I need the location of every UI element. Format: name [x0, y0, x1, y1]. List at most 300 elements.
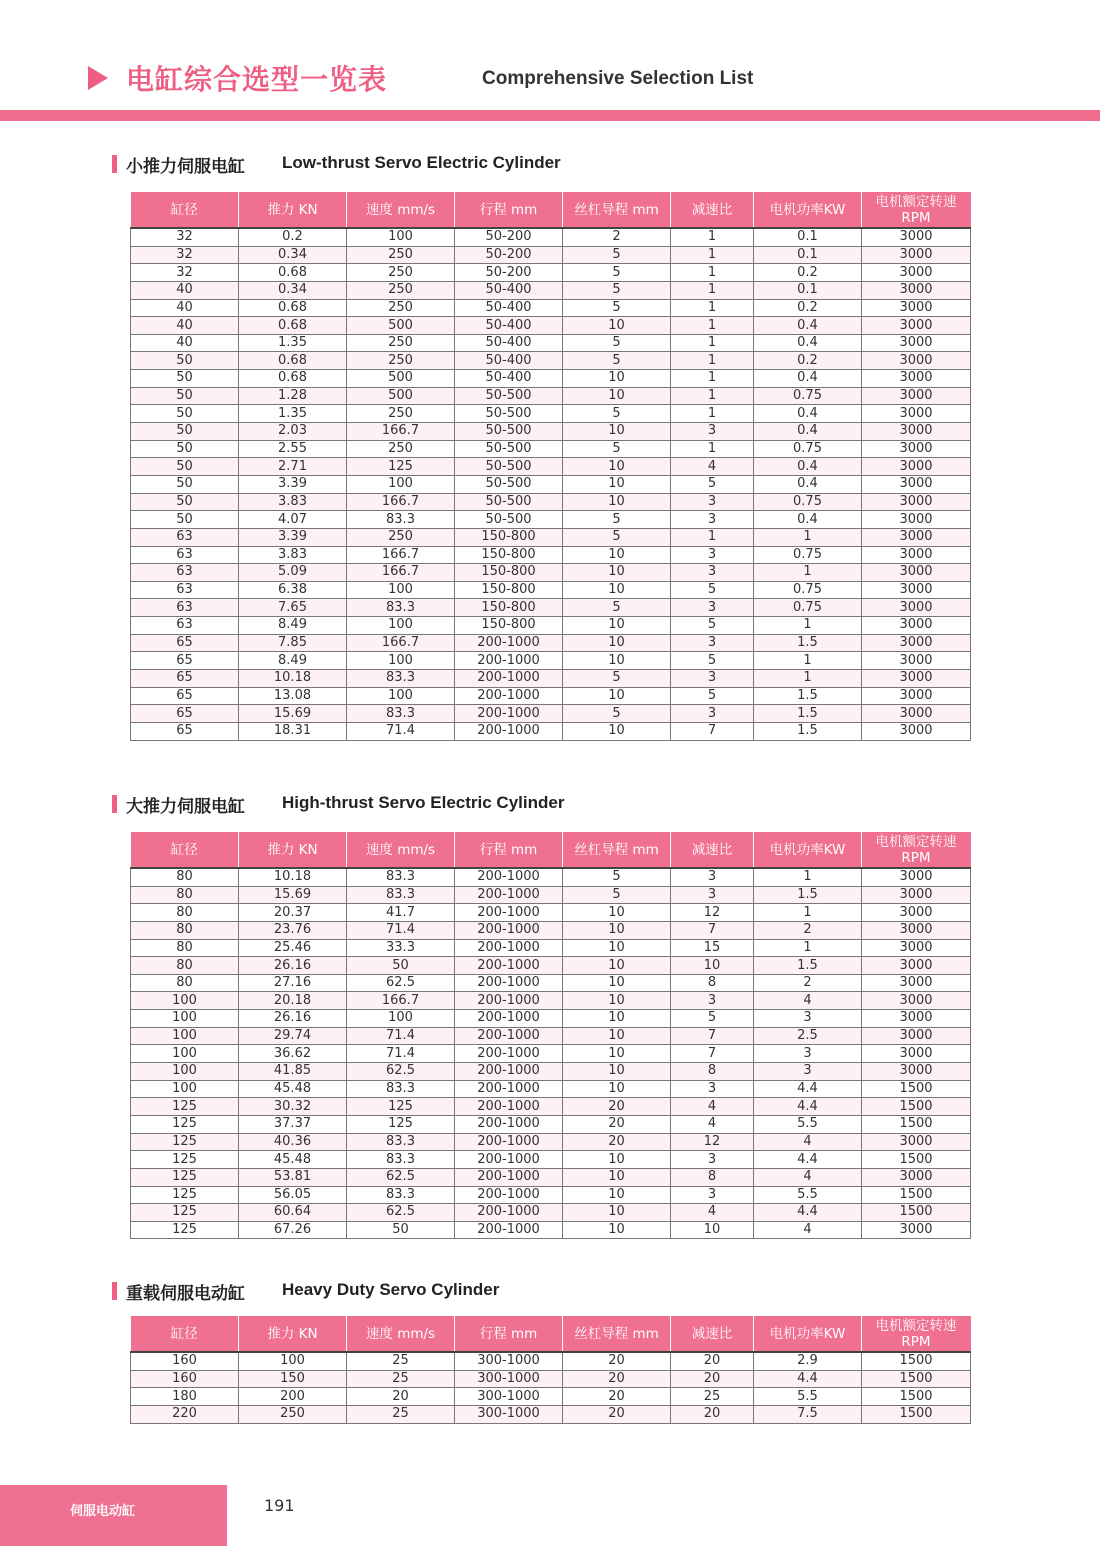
- table-row: [131, 1168, 971, 1186]
- section-title-cn: 重载伺服电动缸: [126, 1284, 245, 1304]
- table-row: [131, 423, 971, 441]
- table-cell: 50: [131, 352, 239, 370]
- column-header: 速度 mm/s: [347, 832, 455, 868]
- table-row: [131, 670, 971, 688]
- table-cell: 200-1000: [455, 1221, 563, 1239]
- table-cell: 250: [347, 440, 455, 458]
- table-cell: 5: [563, 299, 671, 317]
- table-cell: 15: [671, 939, 754, 957]
- table-cell: 10: [671, 957, 754, 975]
- table-cell: 62.5: [347, 1063, 455, 1081]
- table-cell: 10: [563, 634, 671, 652]
- table-cell: 200-1000: [455, 1080, 563, 1098]
- table-cell: 125: [131, 1186, 239, 1204]
- table-cell: 3: [754, 1045, 862, 1063]
- table-cell: 50: [131, 423, 239, 441]
- table-cell: 200-1000: [455, 1045, 563, 1063]
- table-cell: 10: [563, 1186, 671, 1204]
- table-cell: 125: [347, 1115, 455, 1133]
- table-cell: 20: [671, 1352, 754, 1370]
- table-cell: 250: [239, 1405, 347, 1423]
- table-cell: 3: [671, 599, 754, 617]
- table-cell: 200-1000: [455, 1151, 563, 1169]
- table-cell: 3000: [862, 299, 971, 317]
- table-cell: 2.9: [754, 1352, 862, 1370]
- table-row: [131, 564, 971, 582]
- table-row: [131, 1370, 971, 1388]
- table-cell: 100: [347, 228, 455, 246]
- table-cell: 1: [671, 317, 754, 335]
- column-header: 减速比: [671, 1316, 754, 1352]
- table-cell: 0.2: [754, 299, 862, 317]
- table-cell: 150-800: [455, 599, 563, 617]
- column-header: 缸径: [131, 1316, 239, 1352]
- column-header: 电机功率KW: [754, 832, 862, 868]
- table-row: [131, 493, 971, 511]
- table-row: [131, 1080, 971, 1098]
- table-cell: 5: [671, 687, 754, 705]
- table-cell: 3000: [862, 334, 971, 352]
- column-header-line: RPM: [901, 849, 931, 866]
- table-cell: 100: [347, 581, 455, 599]
- table-cell: 3: [671, 886, 754, 904]
- table-cell: 10: [563, 1045, 671, 1063]
- table-cell: 62.5: [347, 1168, 455, 1186]
- table-cell: 100: [131, 1010, 239, 1028]
- table-cell: 83.3: [347, 1151, 455, 1169]
- table-cell: 2.55: [239, 440, 347, 458]
- table-cell: 50: [347, 1221, 455, 1239]
- table-cell: 25.46: [239, 939, 347, 957]
- table-cell: 65: [131, 722, 239, 740]
- table-cell: 71.4: [347, 1027, 455, 1045]
- table-cell: 0.34: [239, 281, 347, 299]
- table-cell: 166.7: [347, 546, 455, 564]
- table-cell: 1: [671, 528, 754, 546]
- table-cell: 26.16: [239, 1010, 347, 1028]
- table-cell: 4.4: [754, 1204, 862, 1222]
- table-cell: 125: [131, 1168, 239, 1186]
- table-row: [131, 722, 971, 740]
- table-cell: 80: [131, 886, 239, 904]
- table-cell: 500: [347, 370, 455, 388]
- table-cell: 125: [347, 458, 455, 476]
- table-cell: 10: [563, 564, 671, 582]
- table-cell: 4: [754, 1168, 862, 1186]
- table-cell: 3000: [862, 992, 971, 1010]
- table-cell: 71.4: [347, 921, 455, 939]
- table-cell: 3000: [862, 352, 971, 370]
- table-cell: 1: [754, 617, 862, 635]
- table-cell: 3000: [862, 493, 971, 511]
- table-cell: 1500: [862, 1370, 971, 1388]
- table-cell: 50-400: [455, 334, 563, 352]
- table-cell: 45.48: [239, 1151, 347, 1169]
- column-header: 缸径: [131, 832, 239, 868]
- table-cell: 7: [671, 1045, 754, 1063]
- table-cell: 2.03: [239, 423, 347, 441]
- table-cell: 5.5: [754, 1186, 862, 1204]
- table-cell: 0.34: [239, 246, 347, 264]
- table-cell: 60.64: [239, 1204, 347, 1222]
- page-number: 191: [264, 1496, 295, 1515]
- table-cell: 3: [671, 992, 754, 1010]
- table-cell: 1: [754, 564, 862, 582]
- table-cell: 10: [563, 370, 671, 388]
- table-cell: 1: [754, 652, 862, 670]
- table-row: [131, 705, 971, 723]
- table-cell: 7: [671, 722, 754, 740]
- table-cell: 20: [563, 1388, 671, 1406]
- table-cell: 65: [131, 652, 239, 670]
- header-divider: [0, 110, 1100, 121]
- table-cell: 83.3: [347, 1133, 455, 1151]
- table-cell: 4.4: [754, 1370, 862, 1388]
- table-cell: 40.36: [239, 1133, 347, 1151]
- table-cell: 200-1000: [455, 939, 563, 957]
- table-cell: 1: [671, 334, 754, 352]
- table-cell: 10: [563, 1168, 671, 1186]
- table-cell: 2: [754, 974, 862, 992]
- table-row: [131, 617, 971, 635]
- table-cell: 100: [347, 652, 455, 670]
- table-cell: 5: [671, 1010, 754, 1028]
- table-cell: 15.69: [239, 705, 347, 723]
- table-cell: 3: [671, 705, 754, 723]
- table-cell: 200-1000: [455, 904, 563, 922]
- table-cell: 180: [131, 1388, 239, 1406]
- column-header: 电机功率KW: [754, 1316, 862, 1352]
- table-cell: 65: [131, 670, 239, 688]
- table-cell: 200-1000: [455, 957, 563, 975]
- table-cell: 7: [671, 1027, 754, 1045]
- table-cell: 2: [754, 921, 862, 939]
- table-cell: 3: [671, 1186, 754, 1204]
- table-cell: 10: [563, 493, 671, 511]
- table-cell: 5: [563, 440, 671, 458]
- table-row: [131, 264, 971, 282]
- table-cell: 100: [347, 617, 455, 635]
- table-cell: 3000: [862, 317, 971, 335]
- table-row: [131, 652, 971, 670]
- table-cell: 0.75: [754, 387, 862, 405]
- column-header: 速度 mm/s: [347, 192, 455, 228]
- table-row: [131, 992, 971, 1010]
- table-cell: 3000: [862, 511, 971, 529]
- table-cell: 3: [754, 1010, 862, 1028]
- table-cell: 3000: [862, 670, 971, 688]
- table-cell: 150-800: [455, 528, 563, 546]
- table-cell: 6.38: [239, 581, 347, 599]
- table-cell: 200-1000: [455, 1063, 563, 1081]
- table-cell: 10: [563, 1204, 671, 1222]
- table-row: [131, 1405, 971, 1423]
- table-cell: 41.85: [239, 1063, 347, 1081]
- table-cell: 3000: [862, 246, 971, 264]
- table-cell: 100: [347, 1010, 455, 1028]
- table-cell: 5: [563, 670, 671, 688]
- table-cell: 63: [131, 564, 239, 582]
- table-cell: 71.4: [347, 722, 455, 740]
- table-cell: 1.5: [754, 634, 862, 652]
- table-cell: 0.4: [754, 423, 862, 441]
- table-cell: 63: [131, 617, 239, 635]
- table-cell: 5: [563, 281, 671, 299]
- table-cell: 50-200: [455, 264, 563, 282]
- table-cell: 32: [131, 228, 239, 246]
- table-row: [131, 599, 971, 617]
- table-cell: 500: [347, 317, 455, 335]
- table-cell: 50: [131, 387, 239, 405]
- table-cell: 1.28: [239, 387, 347, 405]
- table-cell: 10: [563, 1080, 671, 1098]
- table-cell: 83.3: [347, 670, 455, 688]
- table-cell: 50: [131, 493, 239, 511]
- table-row: [131, 458, 971, 476]
- table-cell: 1: [671, 264, 754, 282]
- table-cell: 65: [131, 705, 239, 723]
- table-cell: 27.16: [239, 974, 347, 992]
- table-cell: 1: [671, 299, 754, 317]
- table-cell: 1: [754, 670, 862, 688]
- table-cell: 166.7: [347, 493, 455, 511]
- table-cell: 3: [671, 1151, 754, 1169]
- table-cell: 10: [563, 1027, 671, 1045]
- table-cell: 25: [347, 1352, 455, 1370]
- table-cell: 1: [671, 440, 754, 458]
- table-cell: 7: [671, 921, 754, 939]
- table-header-row: [131, 832, 971, 868]
- section-marker: [112, 795, 117, 813]
- table-cell: 200: [239, 1388, 347, 1406]
- table-cell: 100: [131, 992, 239, 1010]
- table-cell: 3000: [862, 599, 971, 617]
- table-cell: 0.68: [239, 264, 347, 282]
- table-cell: 50-400: [455, 317, 563, 335]
- table-cell: 3000: [862, 1168, 971, 1186]
- table-cell: 5: [563, 886, 671, 904]
- table-cell: 50-500: [455, 440, 563, 458]
- table-cell: 1: [671, 370, 754, 388]
- table-cell: 20: [563, 1133, 671, 1151]
- table-cell: 150-800: [455, 546, 563, 564]
- table-cell: 0.68: [239, 299, 347, 317]
- table-cell: 3.83: [239, 493, 347, 511]
- column-header: 丝杠导程 mm: [563, 192, 671, 228]
- table-cell: 3.39: [239, 475, 347, 493]
- table-cell: 200-1000: [455, 1010, 563, 1028]
- table-cell: 8: [671, 1063, 754, 1081]
- table-cell: 18.31: [239, 722, 347, 740]
- table-cell: 250: [347, 299, 455, 317]
- table-cell: 13.08: [239, 687, 347, 705]
- page-title-en: Comprehensive Selection List: [482, 68, 754, 89]
- table-cell: 3000: [862, 1221, 971, 1239]
- table-cell: 1500: [862, 1098, 971, 1116]
- table-cell: 1500: [862, 1405, 971, 1423]
- column-header: 电机功率KW: [754, 192, 862, 228]
- table-cell: 63: [131, 546, 239, 564]
- table-cell: 20: [671, 1405, 754, 1423]
- table-cell: 20: [671, 1370, 754, 1388]
- table-cell: 10: [563, 939, 671, 957]
- table-cell: 25: [347, 1370, 455, 1388]
- table-cell: 40: [131, 281, 239, 299]
- table-cell: 0.2: [754, 352, 862, 370]
- column-header: 速度 mm/s: [347, 1316, 455, 1352]
- table-cell: 32: [131, 264, 239, 282]
- table-cell: 200-1000: [455, 722, 563, 740]
- table-cell: 1: [671, 352, 754, 370]
- table-cell: 100: [131, 1080, 239, 1098]
- table-cell: 23.76: [239, 921, 347, 939]
- table-cell: 3000: [862, 868, 971, 886]
- table-cell: 10: [563, 722, 671, 740]
- table-cell: 150: [239, 1370, 347, 1388]
- table-cell: 26.16: [239, 957, 347, 975]
- table-cell: 200-1000: [455, 886, 563, 904]
- table-row: [131, 440, 971, 458]
- table-row: [131, 511, 971, 529]
- table-cell: 5: [563, 334, 671, 352]
- table-cell: 0.1: [754, 281, 862, 299]
- table-cell: 1500: [862, 1352, 971, 1370]
- table-cell: 0.75: [754, 546, 862, 564]
- table-cell: 10: [563, 1221, 671, 1239]
- column-header-line: 电机额定转速: [875, 833, 957, 850]
- table-row: [131, 1027, 971, 1045]
- table-cell: 3000: [862, 281, 971, 299]
- table-cell: 3000: [862, 722, 971, 740]
- table-row: [131, 1098, 971, 1116]
- table-cell: 0.4: [754, 317, 862, 335]
- table-cell: 100: [347, 475, 455, 493]
- table-cell: 3000: [862, 687, 971, 705]
- low-thrust-table: [130, 192, 971, 741]
- table-row: [131, 974, 971, 992]
- table-cell: 5: [671, 652, 754, 670]
- table-cell: 150-800: [455, 564, 563, 582]
- table-cell: 150-800: [455, 581, 563, 599]
- table-cell: 3000: [862, 423, 971, 441]
- table-row: [131, 634, 971, 652]
- table-row: [131, 352, 971, 370]
- table-cell: 200-1000: [455, 670, 563, 688]
- table-cell: 4.4: [754, 1098, 862, 1116]
- table-row: [131, 687, 971, 705]
- table-cell: 1500: [862, 1204, 971, 1222]
- table-cell: 40: [131, 334, 239, 352]
- table-cell: 250: [347, 281, 455, 299]
- table-cell: 4: [671, 458, 754, 476]
- table-cell: 25: [671, 1388, 754, 1406]
- column-header: 丝杠导程 mm: [563, 832, 671, 868]
- table-cell: 0.4: [754, 475, 862, 493]
- table-cell: 125: [131, 1133, 239, 1151]
- column-header: 缸径: [131, 192, 239, 228]
- table-cell: 5: [563, 405, 671, 423]
- table-cell: 1500: [862, 1080, 971, 1098]
- table-cell: 65: [131, 634, 239, 652]
- table-cell: 5: [671, 617, 754, 635]
- table-row: [131, 281, 971, 299]
- table-cell: 83.3: [347, 868, 455, 886]
- table-cell: 200-1000: [455, 921, 563, 939]
- table-cell: 3000: [862, 634, 971, 652]
- table-cell: 83.3: [347, 1186, 455, 1204]
- table-cell: 3: [754, 1063, 862, 1081]
- table-cell: 3: [671, 511, 754, 529]
- table-cell: 5: [563, 511, 671, 529]
- table-header-row: [131, 1316, 971, 1352]
- table-cell: 166.7: [347, 423, 455, 441]
- table-cell: 5: [671, 581, 754, 599]
- table-cell: 5: [563, 246, 671, 264]
- page-title-cn: 电缸综合选型一览表: [126, 63, 388, 96]
- table-cell: 200-1000: [455, 1186, 563, 1204]
- table-cell: 10: [563, 581, 671, 599]
- table-cell: 33.3: [347, 939, 455, 957]
- table-cell: 300-1000: [455, 1370, 563, 1388]
- table-row: [131, 299, 971, 317]
- table-cell: 3000: [862, 387, 971, 405]
- table-cell: 62.5: [347, 1204, 455, 1222]
- table-cell: 50-500: [455, 475, 563, 493]
- table-cell: 4: [671, 1098, 754, 1116]
- table-cell: 5: [563, 599, 671, 617]
- table-cell: 200-1000: [455, 687, 563, 705]
- table-cell: 200-1000: [455, 705, 563, 723]
- table-cell: 50: [131, 370, 239, 388]
- table-row: [131, 1010, 971, 1028]
- table-cell: 3000: [862, 1063, 971, 1081]
- table-cell: 1: [671, 387, 754, 405]
- table-row: [131, 1204, 971, 1222]
- table-cell: 10: [671, 1221, 754, 1239]
- play-arrow-icon: [88, 66, 108, 90]
- table-cell: 3000: [862, 904, 971, 922]
- table-cell: 1500: [862, 1388, 971, 1406]
- table-cell: 166.7: [347, 634, 455, 652]
- table-cell: 3.39: [239, 528, 347, 546]
- table-cell: 50-500: [455, 458, 563, 476]
- table-cell: 3000: [862, 475, 971, 493]
- table-cell: 4: [754, 1133, 862, 1151]
- table-cell: 200-1000: [455, 1168, 563, 1186]
- column-header-line: RPM: [901, 1333, 931, 1350]
- section-title-cn: 小推力伺服电缸: [126, 157, 245, 177]
- table-cell: 20.37: [239, 904, 347, 922]
- column-header: 推力 KN: [239, 1316, 347, 1352]
- column-header: 减速比: [671, 832, 754, 868]
- table-cell: 200-1000: [455, 1204, 563, 1222]
- column-header: [862, 832, 971, 868]
- table-cell: 100: [131, 1063, 239, 1081]
- table-cell: 2: [563, 228, 671, 246]
- column-header: 推力 KN: [239, 832, 347, 868]
- table-cell: 32: [131, 246, 239, 264]
- table-cell: 166.7: [347, 564, 455, 582]
- table-cell: 10: [563, 921, 671, 939]
- table-cell: 7.65: [239, 599, 347, 617]
- table-cell: 0.75: [754, 581, 862, 599]
- footer-label: 伺服电动缸: [70, 1504, 136, 1519]
- table-cell: 10.18: [239, 670, 347, 688]
- table-cell: 10: [563, 974, 671, 992]
- table-cell: 100: [239, 1352, 347, 1370]
- table-cell: 10: [563, 687, 671, 705]
- table-cell: 10: [563, 458, 671, 476]
